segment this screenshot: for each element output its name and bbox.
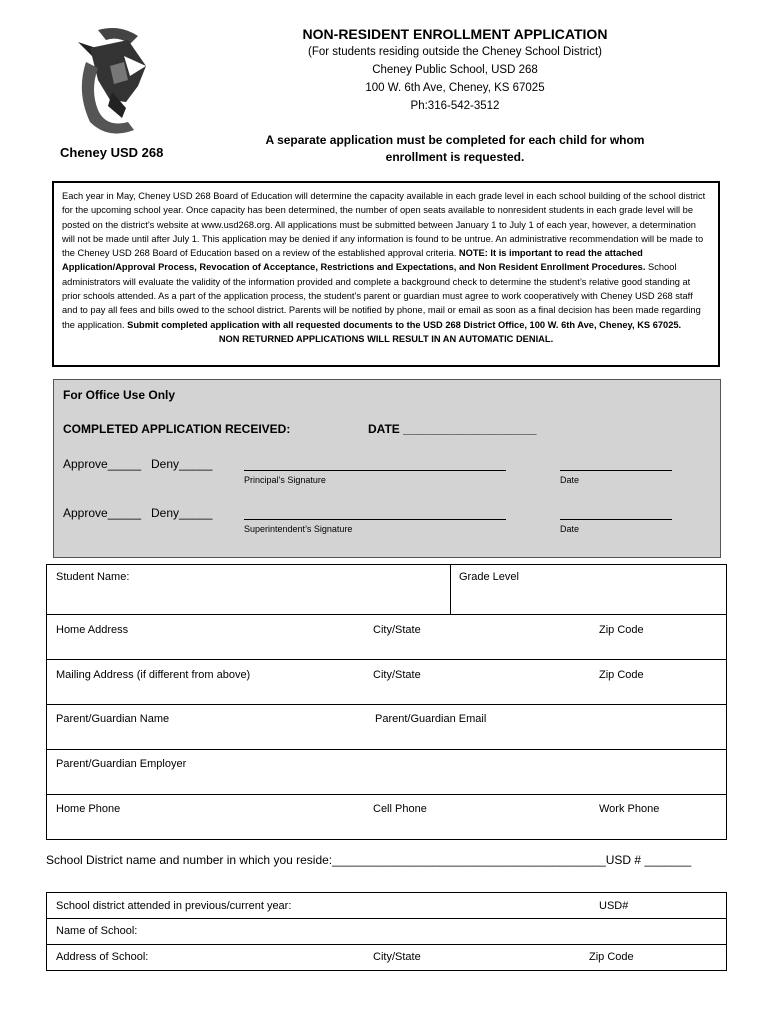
resident-district-field[interactable]: School District name and number in which you reside:_________________________________________USD # _______: [46, 853, 692, 867]
received-label: COMPLETED APPLICATION RECEIVED:: [63, 422, 291, 436]
deny-field[interactable]: Deny_____: [151, 457, 213, 471]
superintendent-signature-line[interactable]: [244, 519, 506, 520]
school-address: 100 W. 6th Ave, Cheney, KS 67025: [365, 82, 545, 94]
previous-school-table: [46, 892, 727, 971]
approve-field-2[interactable]: Approve_____: [63, 506, 142, 520]
approve-field[interactable]: Approve_____: [63, 457, 142, 471]
school-name-cell[interactable]: [47, 919, 727, 945]
school-name: Cheney Public School, USD 268: [372, 64, 538, 76]
intro-paragraph: Each year in May, Cheney USD 268 Board of Education will determine the capacity available in each grade level in each school building of the school district for the upcoming school year. Once capacity has been determined, the number of open seats available to nonresident students in each grade level will be posted on the district’s website at www.usd268.org. All applications must be submitted between January 1 to July 1 of each year, however, a determination will not be made until after July 1. This application may be denied if any information is found to be untrue. An administrative recommendation will be made to the Cheney USD 268 Board of Education based on a review of the established approval criteria.: [62, 191, 706, 259]
district-attended-cell[interactable]: [47, 893, 727, 919]
intro-paragraph-2: School administrators will evaluate the validity of the information provided and complete a background check to determine the student’s relative good standing at prior schools attended. As a part of the application process, the student’s parent or guardian must agree to work cooperatively with Cheney USD 268 staff and to pay all fees and bills owed to the school district. Parents will be notified by phone, mail or email as soon as a final decision has been made regarding the application.: [62, 262, 701, 330]
principal-date-line[interactable]: [560, 470, 672, 471]
principal-date-label: Date: [560, 475, 580, 485]
work-phone-label: Work Phone: [599, 803, 660, 815]
district-attended-label: School district attended in previous/current year:: [56, 900, 292, 912]
subtitle: (For students residing outside the Cheney School District): [307, 46, 603, 58]
home-zip-label: Zip Code: [599, 624, 644, 636]
previous-usd-label: USD#: [599, 900, 629, 912]
phone-cell[interactable]: [47, 795, 727, 840]
cardinal-logo-icon: [68, 22, 160, 140]
intro-final-warning: NON RETURNED APPLICATIONS WILL RESULT IN AN AUTOMATIC DENIAL.: [218, 333, 554, 344]
school-zip-label: Zip Code: [589, 951, 634, 963]
parent-name-label: Parent/Guardian Name: [56, 713, 170, 725]
mailing-city-state-label: City/State: [373, 669, 421, 681]
student-info-table: [46, 564, 727, 840]
office-heading: For Office Use Only: [63, 388, 176, 402]
received-date: DATE ____________________: [368, 422, 537, 436]
home-phone-label: Home Phone: [56, 803, 121, 815]
grade-level-label: Grade Level: [459, 571, 519, 583]
school-address-label: Address of School:: [56, 951, 149, 963]
cell-phone-label: Cell Phone: [373, 803, 427, 815]
mailing-address-label: Mailing Address (if different from above): [56, 669, 251, 681]
home-address-cell[interactable]: [47, 615, 727, 660]
school-phone: Ph:316-542-3512: [410, 100, 500, 112]
mailing-address-cell[interactable]: [47, 660, 727, 705]
deny-field-2[interactable]: Deny_____: [151, 506, 213, 520]
parent-name-cell[interactable]: [47, 705, 727, 750]
school-name-label: Name of School:: [56, 925, 138, 937]
intro-note: NOTE: It is important to read the attached Application/Approval Process, Revocation of Acceptance, Restrictions and Expectations, and Non Resident Enrollment Procedures.: [62, 248, 646, 273]
grade-level-cell[interactable]: [451, 565, 727, 615]
student-name-label: Student Name:: [56, 571, 130, 583]
home-city-state-label: City/State: [373, 624, 421, 636]
parent-employer-cell[interactable]: [47, 750, 727, 795]
intro-box: [52, 181, 720, 367]
district-label: Cheney USD 268: [60, 145, 164, 160]
intro-submit: Submit completed application with all requested documents to the USD 268 District Office, 100 W. 6th Ave, Cheney, KS 67025.: [127, 319, 682, 330]
principal-signature-line[interactable]: [244, 470, 506, 471]
page-title: NON-RESIDENT ENROLLMENT APPLICATION: [302, 26, 608, 42]
parent-employer-label: Parent/Guardian Employer: [56, 758, 187, 770]
superintendent-date-label: Date: [560, 524, 580, 534]
principal-signature-label: Principal’s Signature: [244, 475, 326, 485]
superintendent-signature-label: Superintendent’s Signature: [244, 524, 353, 534]
separate-application-note: A separate application must be completed for each child for whom enrollment is requested.: [265, 133, 645, 164]
school-address-cell[interactable]: [47, 945, 727, 971]
student-name-cell[interactable]: [47, 565, 451, 615]
office-use-box: [53, 379, 721, 558]
school-city-state-label: City/State: [373, 951, 421, 963]
superintendent-date-line[interactable]: [560, 519, 672, 520]
home-address-label: Home Address: [56, 624, 129, 636]
parent-email-label: Parent/Guardian Email: [375, 713, 487, 725]
mailing-zip-label: Zip Code: [599, 669, 644, 681]
